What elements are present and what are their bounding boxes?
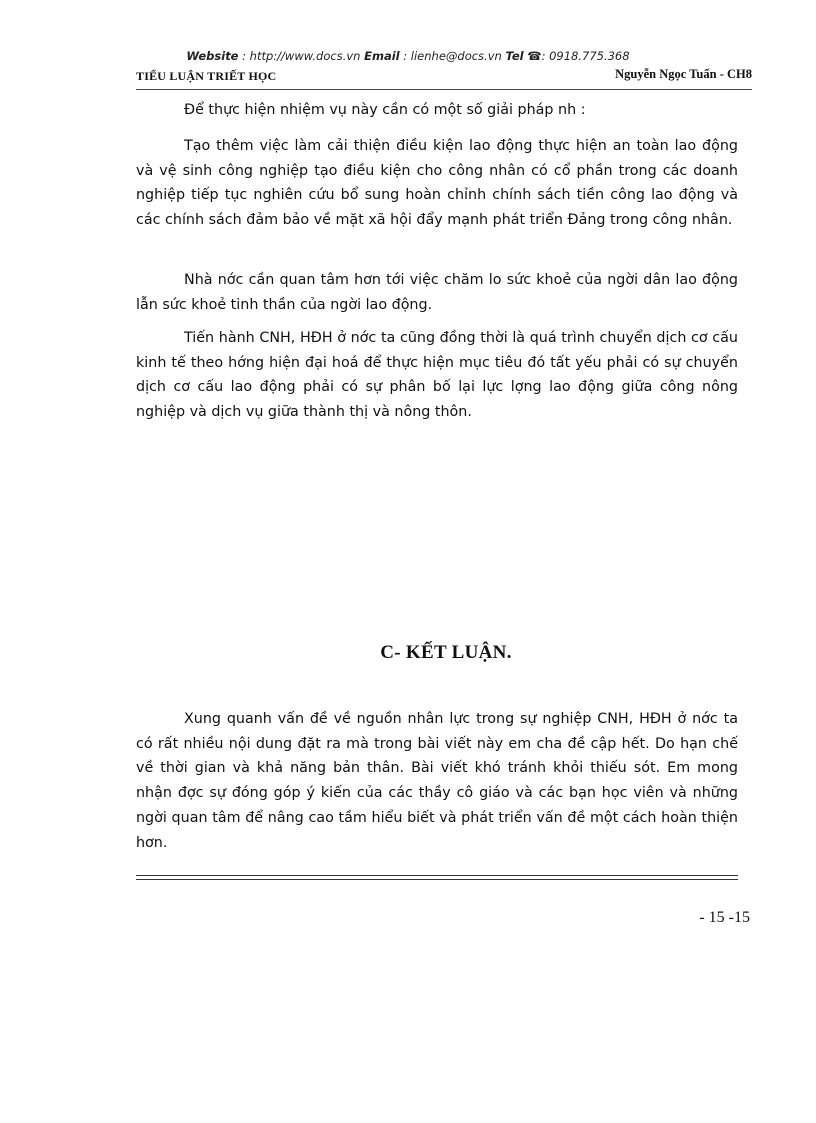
section-heading: C- KẾT LUẬN.: [380, 642, 512, 663]
tel-label: Tel: [505, 49, 524, 63]
email-address[interactable]: : lienhe@docs.vn: [403, 49, 502, 63]
conclusion-paragraph: Xung quanh vấn đề về nguồn nhân lực trong sự nghiệp CNH, HĐH ở nớc ta có rất nhiều nội dung đặt ra mà trong bài viết này em cha đề cập hết. Do hạn chế về thời gian và khả năng bản thân. Bài viết khó tránh khỏi thiếu sót. Em mong nhận đợc sự đóng góp ý kiến của các thầy cô giáo và các bạn học viên và những ngời quan tâm để nâng cao tầm hiểu biết và phát triển vấn đề một cách hoàn thiện hơn.: [136, 711, 738, 851]
footer-divider-top: [136, 875, 738, 876]
paragraph-2: Nhà nớc cần quan tâm hơn tới việc chăm lo sức khoẻ của ngời dân lao động lẫn sức khoẻ tinh thần của ngời lao động.: [136, 272, 738, 313]
header-divider: [136, 89, 752, 90]
website-url[interactable]: : http://www.docs.vn: [242, 49, 361, 63]
website-label: Website: [186, 49, 239, 63]
author-info: [615, 67, 752, 82]
email-label: Email: [364, 49, 400, 63]
tel-number: : 0918.775.368: [541, 49, 630, 63]
author-name: Nguyễn Ngọc Tuấn: [615, 67, 717, 81]
document-title: TIỂU LUẬN TRIẾT HỌC: [136, 69, 277, 83]
paragraph-1: Tạo thêm việc làm cải thiện điều kiện lao động thực hiện an toàn lao động và vệ sinh công nghiệp tạo điều kiện cho công nhân có cổ phần trong các doanh nghiệp tiếp tục nghiên cứu bổ sung hoàn chỉnh chính sách tiền công lao động và các chính sách đảm bảo về mặt xã hội đẩy mạnh phát triển Đảng trong công nhân.: [136, 138, 738, 229]
paragraph-3: Tiến hành CNH, HĐH ở nớc ta cũng đồng thời là quá trình chuyển dịch cơ cấu kinh tế theo hớng hiện đại hoá để thực hiện mục tiêu đó tất yếu phải có sự chuyển dịch cơ cấu lao động phải có sự phân bố lại lực lợng lao động giữa công nông nghiệp và dịch vụ giữa thành thị và nông thôn.: [136, 330, 738, 421]
phone-icon: ☎: [527, 49, 542, 63]
page-number: - 15 -15: [699, 909, 750, 926]
website-contact-line: [0, 49, 816, 63]
author-suffix: - CH8: [719, 67, 752, 81]
intro-line: Để thực hiện nhiệm vụ này cần có một số giải pháp nh :: [184, 102, 586, 118]
footer-divider-bottom: [136, 879, 738, 880]
